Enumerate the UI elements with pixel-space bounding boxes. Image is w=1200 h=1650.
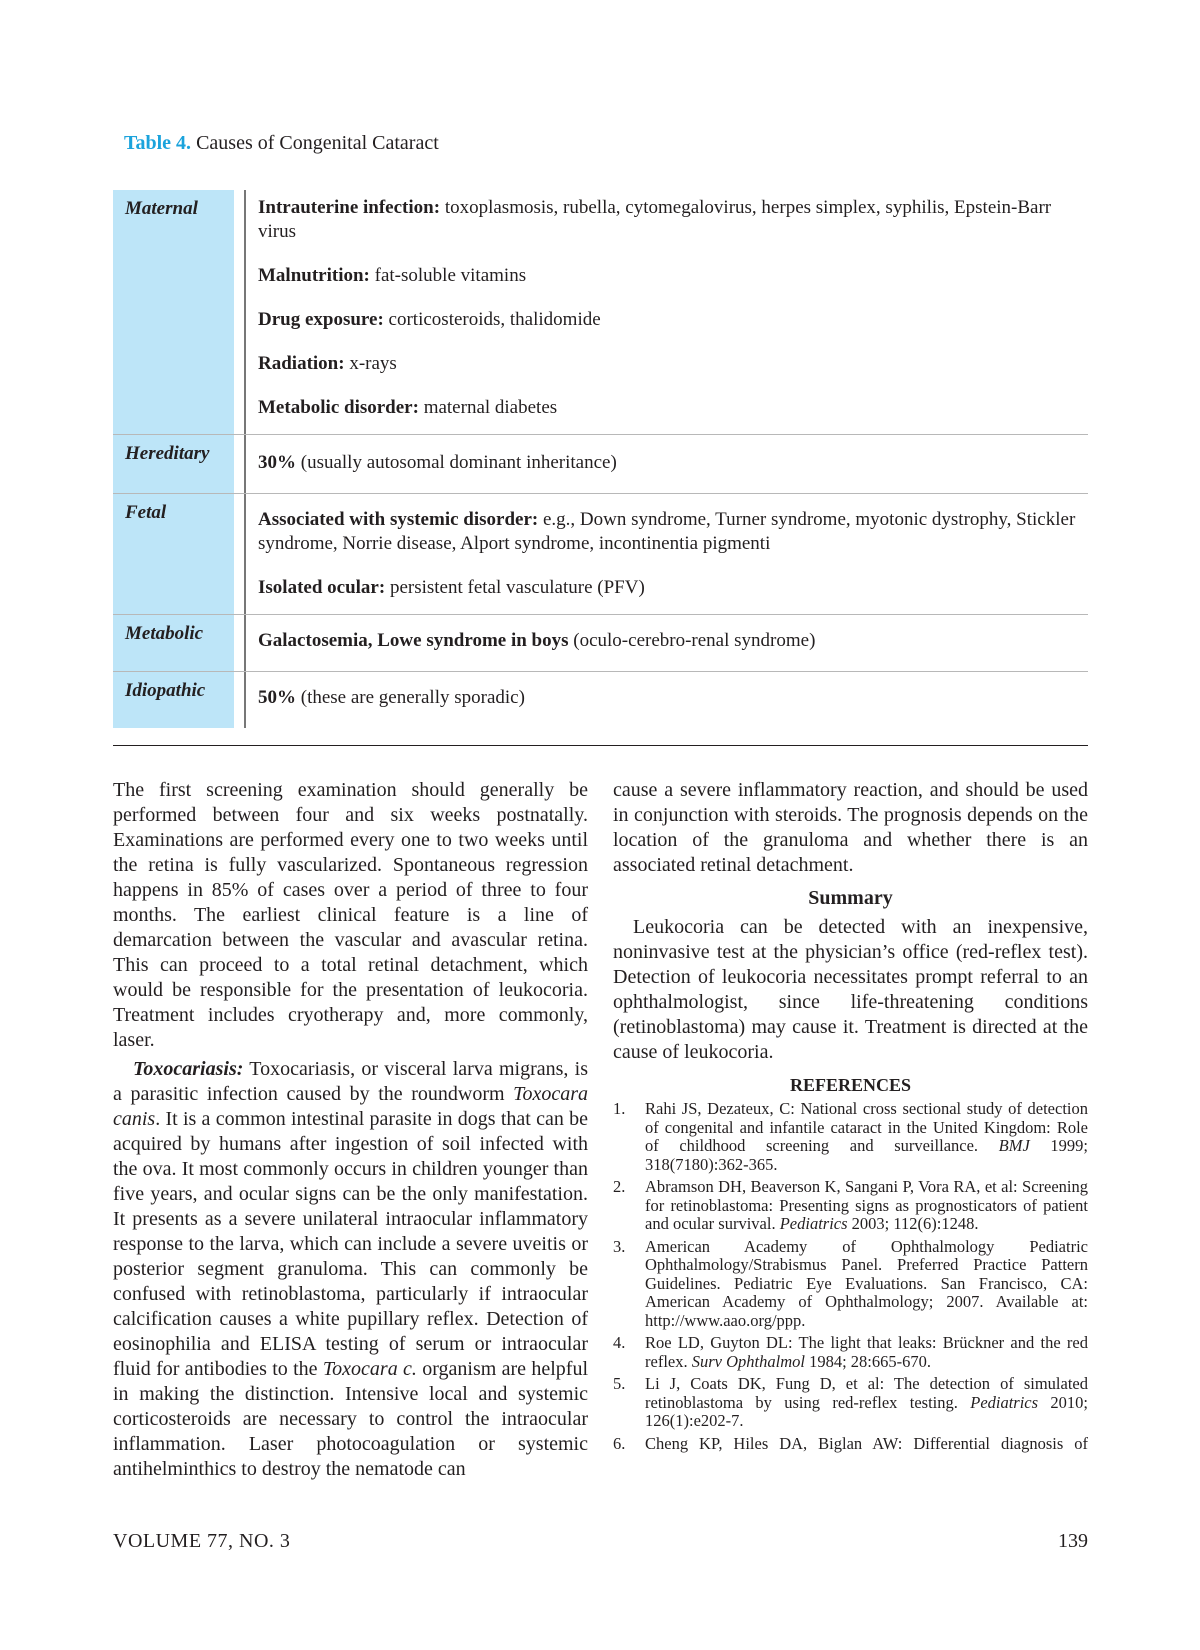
row-category: Metabolic <box>113 615 234 671</box>
cause-text: corticosteroids, thalidomide <box>383 309 601 330</box>
table-bottom-rule <box>113 745 1088 746</box>
text: Rahi JS, Dezateux, C: National cross sectional study of detection of congenital and infantile cataract in the United Kingdom: Role of childhood screening and surveillance. <box>645 1099 1088 1155</box>
cause-term: Intrauterine infection: <box>258 197 441 218</box>
journal-name: Pediatrics <box>970 1392 1039 1412</box>
cause-text: maternal diabetes <box>418 397 558 418</box>
table-label: Table 4. <box>124 132 192 154</box>
cause-term: 50% <box>258 687 296 708</box>
cause-term: Drug exposure: <box>258 309 384 330</box>
text: 2003; 112(6):1248. <box>847 1214 979 1233</box>
cause-term: Associated with systemic disorder: <box>258 509 539 530</box>
row-content <box>246 615 1088 671</box>
row-category: Maternal <box>113 190 234 434</box>
cause-text: x-rays <box>344 353 397 374</box>
row-category: Fetal <box>113 494 234 614</box>
table-row <box>113 672 1088 728</box>
row-content <box>246 494 1088 614</box>
cause-term: 30% <box>258 452 296 473</box>
journal-name: BMJ <box>998 1136 1030 1155</box>
species-name: Toxocara c. <box>322 1358 417 1380</box>
left-column <box>113 778 588 1482</box>
text: 1984; 28:665-670. <box>804 1351 931 1371</box>
text: Roe LD, Guyton DL: The light that leaks: Brückner and the red reflex. <box>645 1333 1088 1371</box>
cause-text: (usually autosomal dominant inheritance) <box>296 452 617 473</box>
journal-name: Pediatrics <box>779 1214 848 1233</box>
paragraph-heading: Toxocariasis: <box>133 1058 244 1080</box>
page-number: 139 <box>1058 1530 1088 1552</box>
reference-item <box>613 1334 1088 1371</box>
cause-text: toxoplasmosis, rubella, cytomegalovirus, herpes simplex, syphilis, Epstein-Barr virus <box>258 197 1052 242</box>
cause-text: (oculo-cerebro-renal syndrome) <box>568 630 816 651</box>
cause-text: (these are generally sporadic) <box>296 687 525 708</box>
species-name: Toxocara canis <box>113 1083 588 1130</box>
summary-paragraph: Leukocoria can be detected with an inexpensive, noninvasive test at the physician’s office (red-reflex test). Detection of leukocoria necessitates prompt referral to an ophthalmologist, since life-threatening conditions (retinoblastoma) may cause it. Treatment is directed at the cause of leukocoria. <box>613 916 1088 1063</box>
reference-item <box>613 1435 1088 1454</box>
cause-text: persistent fetal vasculature (PFV) <box>385 577 645 598</box>
cause-term: Radiation: <box>258 353 345 374</box>
cause-term: Metabolic disorder: <box>258 397 419 418</box>
reference-item <box>613 1238 1088 1331</box>
table-row <box>113 494 1088 615</box>
body-paragraph: The first screening examination should generally be performed between four and six weeks postnatally. Examinations are performed every one to two weeks until the retina is fully vascularized. Spontaneous regression happens in 85% of cases over a period of three to four months. The earliest clinical feature is a line of demarcation between the vascular and avascular retina. This can proceed to a total retinal detachment, which would be responsible for the presentation of leukocoria. Treatment includes cryotherapy and, more commonly, laser. <box>113 779 588 1051</box>
reference-item <box>613 1178 1088 1234</box>
cause-text: fat-soluble vitamins <box>369 265 527 286</box>
body-paragraph <box>113 1057 588 1482</box>
cause-term: Galactosemia, Lowe syndrome in boys <box>258 630 569 651</box>
text: Li J, Coats DK, Fung D, et al: The detection of simulated retinoblastoma by using red-reflex testing. <box>645 1374 1088 1412</box>
table-caption <box>124 132 439 155</box>
summary-heading: Summary <box>808 887 893 909</box>
text: 1999; 318(7180):362-365. <box>645 1136 1088 1174</box>
reference-item <box>613 1100 1088 1174</box>
journal-name: Surv Ophthalmol <box>691 1351 805 1371</box>
text: organism are helpful in making the distinction. Intensive local and systemic corticosteroids are necessary to control the intraocular inflammation. Laser photocoagulation or systemic antihelminthics to destroy the nematode can <box>113 1358 589 1480</box>
table-title: Causes of Congenital Cataract <box>196 132 439 154</box>
references-list <box>613 1100 1088 1453</box>
cause-term: Malnutrition: <box>258 265 370 286</box>
reference-number: 5. <box>613 1374 626 1393</box>
text: Cheng KP, Hiles DA, Biglan AW: Differential diagnosis of <box>645 1433 1088 1453</box>
text: American Academy of Ophthalmology Pediatric Ophthalmology/Strabismus Panel. Preferred Practice Pattern Guidelines. Pediatric Eye Evaluations. San Francisco, CA: American Academy of Ophthalmology; 2007. Available at: http://www.aao.org/ppp. <box>645 1236 1088 1330</box>
causes-table <box>113 190 1088 728</box>
table-row <box>113 615 1088 672</box>
reference-item <box>613 1375 1088 1431</box>
reference-number: 4. <box>613 1333 626 1352</box>
body-paragraph: cause a severe inflammatory reaction, and should be used in conjunction with steroids. The prognosis depends on the location of the granuloma and whether there is an associated retinal detachment. <box>613 779 1088 876</box>
journal-volume: VOLUME 77, NO. 3 <box>113 1530 291 1552</box>
row-category: Hereditary <box>113 435 234 493</box>
row-content <box>246 190 1088 434</box>
cause-term: Isolated ocular: <box>258 577 386 598</box>
text: . It is a common intestinal parasite in dogs that can be acquired by humans after ingestion of soil infected with the ova. It most commonly occurs in children younger than five years, and ocular signs can be the only manifestation. It presents as a severe unilateral intraocular inflammatory response to the larva, which can include a severe uveitis or posterior segment granuloma. This can commonly be confused with retinoblastoma, particularly if intraocular calcification causes a white pupillary reflex. Detection of eosinophilia and ELISA testing of serum or intraocular fluid for antibodies to the <box>113 1108 588 1380</box>
row-content <box>246 672 1088 728</box>
row-category: Idiopathic <box>113 672 234 728</box>
text: 2010; 126(1):e202-7. <box>645 1392 1088 1430</box>
row-content <box>246 435 1088 493</box>
table-row <box>113 435 1088 494</box>
reference-number: 1. <box>613 1099 626 1118</box>
cause-text: e.g., Down syndrome, Turner syndrome, myotonic dystrophy, Stickler syndrome, Norrie disease, Alport syndrome, incontinentia pigmenti <box>258 509 1076 554</box>
reference-number: 2. <box>613 1177 626 1196</box>
text: Toxocariasis, or visceral larva migrans, is a parasitic infection caused by the roundworm <box>113 1058 588 1105</box>
reference-number: 3. <box>613 1236 626 1256</box>
reference-number: 6. <box>613 1433 626 1453</box>
text: Abramson DH, Beaverson K, Sangani P, Vora RA, et al: Screening for retinoblastoma: Presenting signs as prognosticators of patient and ocular survival. <box>645 1177 1088 1233</box>
references-heading: REFERENCES <box>789 1075 912 1095</box>
right-column <box>613 778 1088 1457</box>
table-row <box>113 190 1088 435</box>
